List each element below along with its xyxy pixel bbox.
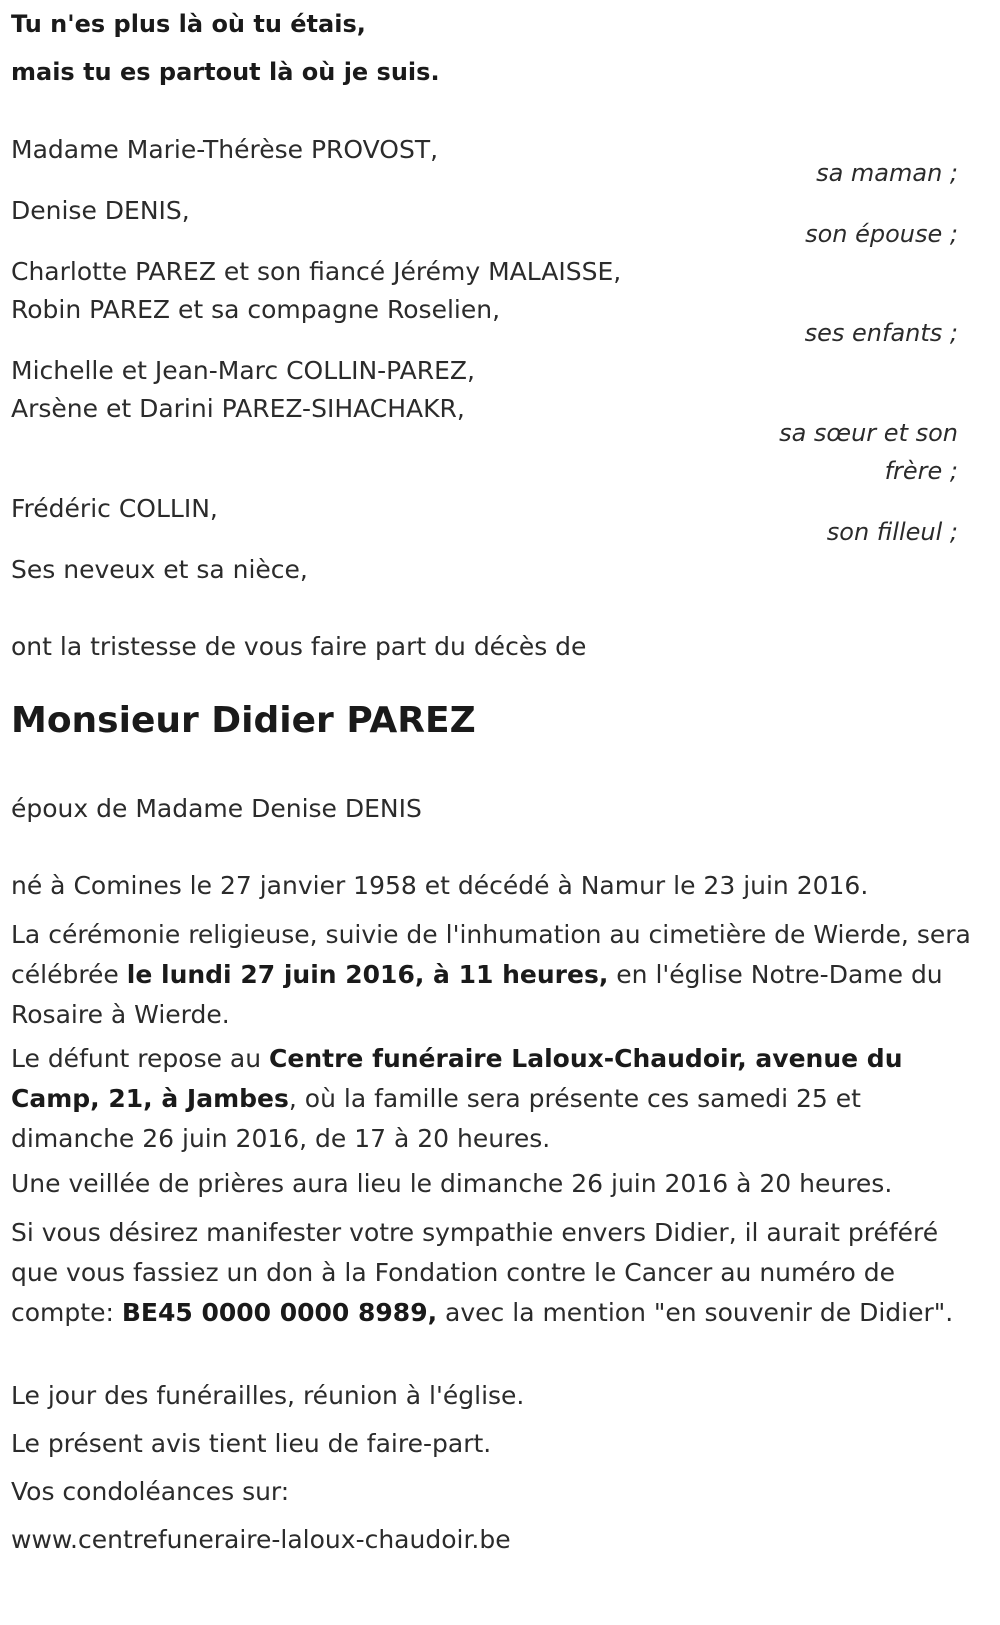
repose-paragraph (11, 1039, 986, 1159)
family-spouse-name: Denise DENIS, (11, 196, 190, 225)
donation-text-before: Si vous désirez manifester votre sympathie envers Didier, il aurait préféré que vous fassiez un don à la Fondation contre le Cancer au numéro de compte: (11, 1218, 939, 1327)
announcement-text: ont la tristesse de vous faire part du décès de (11, 632, 587, 661)
epitaph-line-1: Tu n'es plus là où tu étais, (11, 10, 366, 38)
donation-account-number: BE45 0000 0000 8989, (121, 1298, 438, 1327)
family-mother-name: Madame Marie-Thérèse PROVOST, (11, 135, 439, 164)
donation-paragraph (11, 1213, 986, 1333)
vigil-line: Une veillée de prières aura lieu le dimanche 26 juin 2016 à 20 heures. (11, 1169, 893, 1198)
repose-text-before: Le défunt repose au (11, 1044, 270, 1073)
notice-line: Le présent avis tient lieu de faire-part. (11, 1429, 492, 1458)
family-godson-name: Frédéric COLLIN, (11, 494, 218, 523)
family-nephews-niece: Ses neveux et sa nièce, (11, 555, 308, 584)
relation-siblings-line-2: frère ; (884, 457, 958, 485)
family-siblings-line-1: Michelle et Jean-Marc COLLIN-PAREZ, (11, 356, 475, 385)
ceremony-text-after: en l'église Notre-Dame du Rosaire à Wierde. (11, 960, 943, 1029)
repose-text-after: , où la famille sera présente ces samedi 25 et dimanche 26 juin 2016, de 17 à 20 heures. (11, 1084, 861, 1153)
relation-godson: son filleul ; (826, 518, 958, 546)
condolences-website-link[interactable]: www.centrefuneraire-laloux-chaudoir.be (11, 1525, 511, 1554)
ceremony-text-before: La cérémonie religieuse, suivie de l'inhumation au cimetière de Wierde, sera célébrée (11, 920, 971, 989)
birth-death-line: né à Comines le 27 janvier 1958 et décédé à Namur le 23 juin 2016. (11, 871, 869, 900)
ceremony-paragraph (11, 915, 986, 1035)
deceased-name: Monsieur Didier PAREZ (11, 700, 476, 741)
repose-location: Centre funéraire Laloux-Chaudoir, avenue du Camp, 21, à Jambes (11, 1044, 903, 1113)
condolences-label: Vos condoléances sur: (11, 1477, 290, 1506)
family-children-line-1: Charlotte PAREZ et son fiancé Jérémy MALAISSE, (11, 257, 622, 286)
ceremony-date-time: le lundi 27 juin 2016, à 11 heures, (126, 960, 609, 989)
epitaph-line-2: mais tu es partout là où je suis. (11, 58, 440, 86)
relation-children: ses enfants ; (804, 319, 958, 347)
family-siblings-line-2: Arsène et Darini PAREZ-SIHACHAKR, (11, 394, 465, 423)
funeral-meeting-line: Le jour des funérailles, réunion à l'église. (11, 1381, 525, 1410)
relation-spouse: son épouse ; (805, 220, 958, 248)
spouse-line: époux de Madame Denise DENIS (11, 794, 422, 823)
donation-text-after: avec la mention "en souvenir de Didier". (437, 1298, 954, 1327)
relation-siblings-line-1: sa sœur et son (779, 419, 958, 447)
family-children-line-2: Robin PAREZ et sa compagne Roselien, (11, 295, 501, 324)
relation-mother: sa maman ; (816, 159, 958, 187)
